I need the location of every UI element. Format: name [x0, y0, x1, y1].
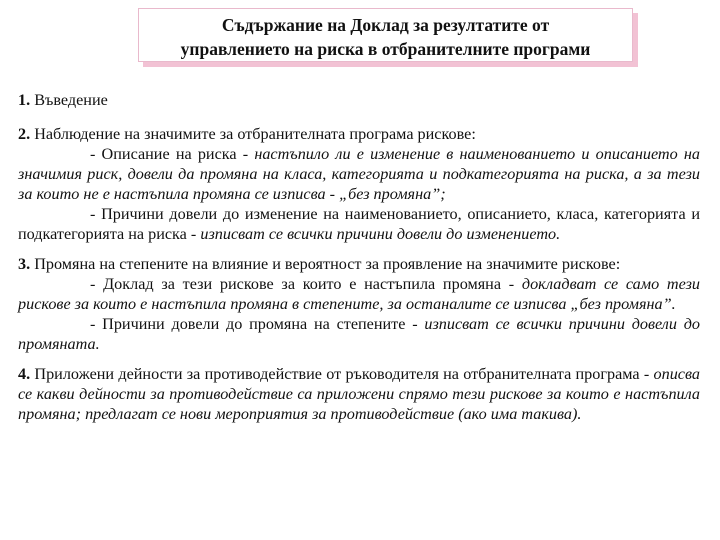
- section-3-item-1: [18, 274, 700, 314]
- title-box: [138, 8, 633, 62]
- section-4: [18, 364, 700, 424]
- section-4-detail: описва се какви дейности за противодействие са приложени спрямо тези рискове за които е настъпила промяна; предлагат се нови мероприятия за противодействие (ако има такива).: [18, 365, 700, 423]
- section-4-text: Приложени дейности за противодействие от ръководителя на отбранителната програма -: [30, 365, 654, 383]
- title-line-2: управлението на риска в отбранителните програми: [180, 39, 591, 59]
- section-1-number: 1.: [18, 91, 31, 109]
- section-1-text: Въведение: [30, 91, 108, 109]
- section-2-item-1-lead: - Описание на риска -: [90, 145, 255, 163]
- section-2-item-1-detail: настъпило ли е изменение в наименованието и описанието на значимия риск, довели да промяна на класа, категорията и подкатегорията на риска, а за тези за които не е настъпила промяна се изписва - „без промяна”;: [18, 145, 700, 203]
- section-3-item-1-lead: - Доклад за тези рискове за които е настъпила промяна -: [90, 275, 522, 293]
- section-3-heading: Промяна на степените на влияние и вероятност за проявление на значимите рискове:: [30, 255, 621, 273]
- section-2-item-2: [18, 204, 700, 244]
- section-2-item-1: [18, 144, 700, 204]
- section-3: [18, 254, 700, 274]
- section-1: [18, 90, 700, 110]
- title-line-1: Съдържание на Доклад за резултатите от: [221, 15, 550, 35]
- section-3-item-2: [18, 314, 700, 354]
- document-body: [18, 90, 700, 424]
- section-2: [18, 124, 700, 144]
- section-3-item-2-lead: - Причини довели до промяна на степените -: [90, 315, 425, 333]
- section-2-heading: Наблюдение на значимите за отбранителната програма рискове:: [30, 125, 476, 143]
- section-3-item-1-detail: докладват се само тези рискове за които е настъпила промяна в степените, за останалите се изписва „без промяна”.: [18, 275, 700, 313]
- section-4-number: 4.: [18, 365, 31, 383]
- section-2-number: 2.: [18, 125, 31, 143]
- section-3-item-2-detail: изписват се всички причини довели до промяната.: [18, 315, 700, 353]
- section-2-item-2-lead: - Причини довели до изменение на наименованието, описанието, класа, категорията и подкатегорията на риска -: [18, 205, 700, 243]
- section-2-item-2-detail: изписват се всички причини довели до изменението.: [200, 225, 561, 243]
- section-3-number: 3.: [18, 255, 31, 273]
